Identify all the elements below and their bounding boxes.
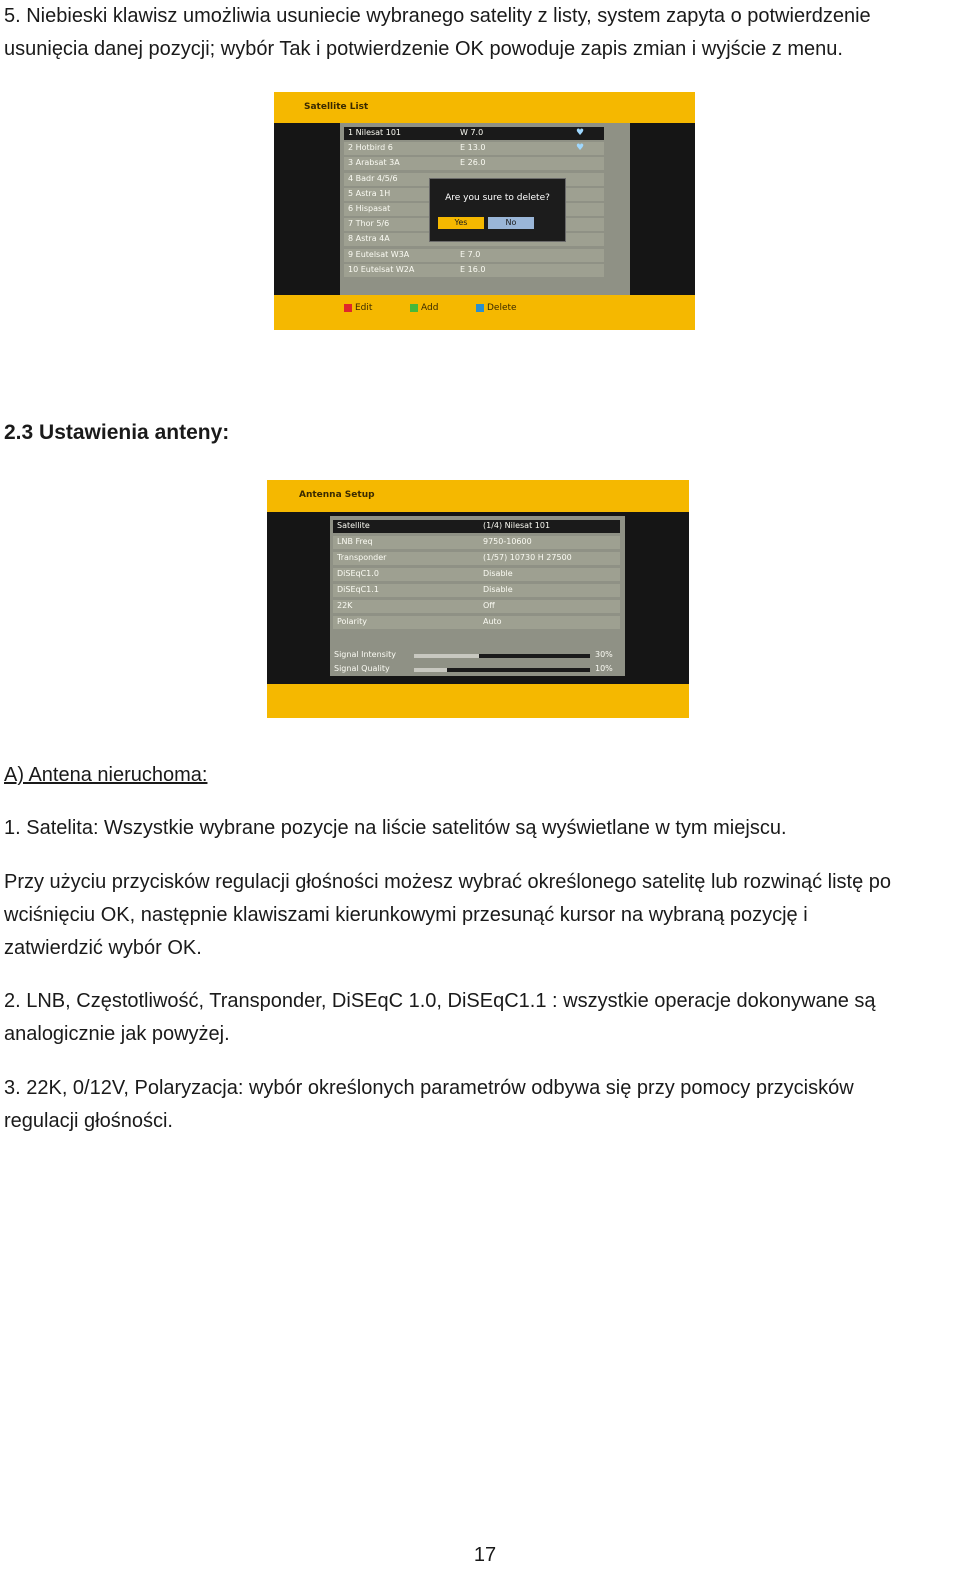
setup-row[interactable] (333, 568, 620, 581)
setup-value: Auto (483, 617, 502, 626)
intro-line-2: usunięcia danej pozycji; wybór Tak i potwierdzenie OK powoduje zapis zmian i wyjście z menu. (4, 38, 843, 60)
legend-add-label: Add (421, 303, 439, 313)
screen-title: Satellite List (304, 102, 369, 112)
satellite-name: 6 Hispasat (348, 204, 391, 213)
satellite-name: 4 Badr 4/5/6 (348, 173, 398, 183)
satellite-position: E 26.0 (460, 158, 486, 168)
satellite-name: 8 Astra 4A (348, 234, 390, 244)
favorite-heart-icon: ♥ (576, 128, 585, 138)
satellite-name: 3 Arabsat 3A (348, 158, 400, 168)
blue-key-icon (476, 304, 484, 312)
legend-edit (344, 303, 372, 313)
paragraph-2-line-2: wciśnięciu OK, następnie klawiszami kierunkowymi przesunąć kursor na wybraną pozycję i (4, 904, 808, 926)
legend-add (410, 303, 438, 313)
yes-button[interactable]: Yes (438, 217, 484, 229)
tv-screen (267, 512, 689, 684)
satellite-position: E 7.0 (460, 249, 481, 259)
antenna-setup-screenshot (267, 480, 689, 718)
satellite-row[interactable] (344, 157, 604, 170)
paragraph-4-line-1: 3. 22K, 0/12V, Polaryzacja: wybór określonych parametrów odbywa się przy pomocy przycisków (4, 1077, 854, 1099)
paragraph-3-line-1: 2. LNB, Częstotliwość, Transponder, DiSEqC 1.0, DiSEqC1.1 : wszystkie operacje dokonywane są (4, 990, 876, 1012)
setup-label: DiSEqC1.1 (337, 585, 379, 594)
satellite-name: 2 Hotbird 6 (348, 143, 393, 153)
signal-quality-fill (447, 668, 590, 672)
satellite-row[interactable] (344, 127, 604, 140)
setup-label: Satellite (337, 521, 370, 530)
setup-value: Off (483, 601, 495, 610)
green-key-icon (410, 304, 418, 312)
setup-label: DiSEqC1.0 (337, 569, 379, 578)
setup-panel (330, 516, 625, 676)
satellite-name: 7 Thor 5/6 (348, 219, 390, 229)
paragraph-2-line-1: Przy użyciu przycisków regulacji głośności możesz wybrać określonego satelitę lub rozwinąć listę po (4, 871, 892, 893)
paragraph-3-line-2: analogicznie jak powyżej. (4, 1023, 230, 1045)
signal-intensity-value: 30% (595, 650, 613, 659)
satellite-position: E 13.0 (460, 143, 486, 153)
signal-intensity-fill (479, 654, 590, 658)
satellite-position: E 16.0 (460, 264, 486, 274)
setup-value: (1/4) Nilesat 101 (483, 521, 551, 530)
setup-row[interactable] (333, 520, 620, 533)
signal-quality-label: Signal Quality (334, 664, 390, 673)
setup-label: Transponder (337, 553, 387, 562)
satellite-list-screenshot (274, 92, 695, 330)
satellite-row[interactable] (344, 264, 604, 277)
subheading-fixed-antenna: A) Antena nieruchoma: (4, 764, 208, 786)
setup-row[interactable] (333, 584, 620, 597)
setup-label: LNB Freq (337, 537, 373, 546)
legend-delete (476, 303, 517, 313)
no-button[interactable]: No (488, 217, 534, 229)
legend-delete-label: Delete (487, 303, 517, 313)
setup-row[interactable] (333, 536, 620, 549)
setup-label: 22K (337, 601, 353, 610)
setup-label: Polarity (337, 617, 367, 626)
satellite-name: 9 Eutelsat W3A (348, 249, 410, 259)
setup-value: Disable (483, 585, 513, 594)
signal-quality-value: 10% (595, 664, 613, 673)
satellite-position: W 7.0 (460, 128, 484, 137)
setup-value: Disable (483, 569, 513, 578)
setup-value: (1/57) 10730 H 27500 (483, 553, 572, 562)
paragraph-1: 1. Satelita: Wszystkie wybrane pozycje na liście satelitów są wyświetlane w tym miejscu. (4, 817, 787, 839)
intro-line-1: 5. Niebieski klawisz umożliwia usuniecie wybranego satelity z listy, system zapyta o potwierdzenie (4, 5, 871, 27)
satellite-row[interactable] (344, 142, 604, 155)
setup-value: 9750-10600 (483, 537, 532, 546)
paragraph-2-line-3: zatwierdzić wybór OK. (4, 937, 202, 959)
legend-edit-label: Edit (355, 303, 373, 313)
satellite-row[interactable] (344, 249, 604, 262)
delete-confirm-dialog (429, 178, 566, 242)
setup-row[interactable] (333, 616, 620, 629)
signal-intensity-bar (414, 654, 590, 658)
red-key-icon (344, 304, 352, 312)
paragraph-4-line-2: regulacji głośności. (4, 1110, 173, 1132)
satellite-name: 1 Nilesat 101 (348, 128, 402, 137)
setup-row[interactable] (333, 600, 620, 613)
page-number: 17 (473, 1544, 497, 1566)
setup-row[interactable] (333, 552, 620, 565)
screen-title: Antenna Setup (299, 490, 375, 500)
section-heading: 2.3 Ustawienia anteny: (4, 421, 230, 444)
satellite-name: 10 Eutelsat W2A (348, 264, 415, 274)
dialog-message: Are you sure to delete? (445, 193, 550, 203)
favorite-heart-icon: ♥ (576, 143, 585, 154)
signal-quality-bar (414, 668, 590, 672)
signal-intensity-label: Signal Intensity (334, 650, 396, 659)
satellite-name: 5 Astra 1H (348, 188, 391, 198)
